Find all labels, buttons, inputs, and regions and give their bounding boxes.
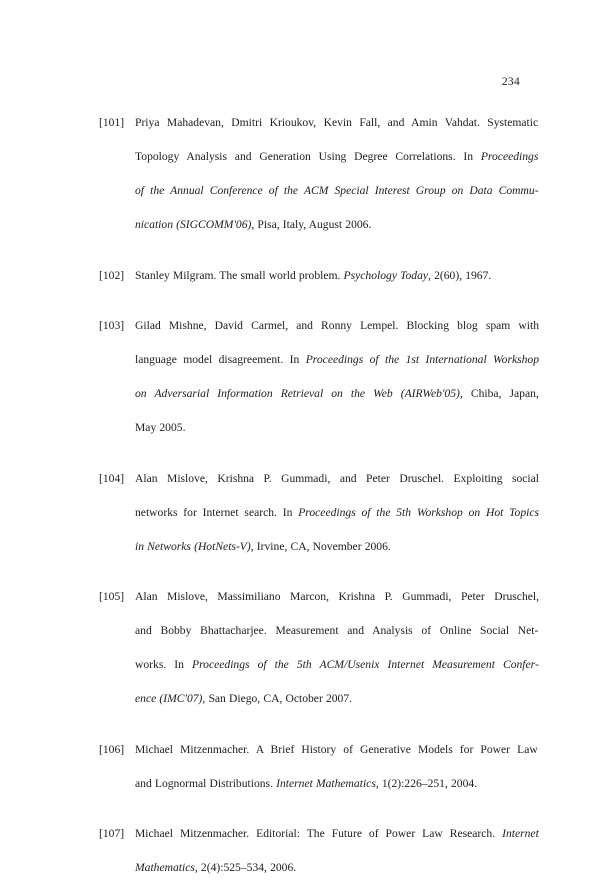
bibliography-line: Gilad Mishne, David Carmel, and Ronny Lempel. Blocking blog spam with xyxy=(135,319,540,332)
bibliography-entry xyxy=(99,309,539,445)
bibliography-line: Priya Mahadevan, Dmitri Krioukov, Kevin Fall, and Amin Vahdat. Systematic xyxy=(135,116,539,129)
bibliography-entry-label: [102] xyxy=(99,268,125,282)
bibliography-entry xyxy=(99,462,539,564)
bibliography-entry xyxy=(99,580,539,716)
bibliography-line: Topology Analysis and Generation Using Degree Correlations. In Proceedings xyxy=(135,150,539,163)
bibliography-entry-text xyxy=(135,580,539,716)
bibliography-line: and Lognormal Distributions. Internet Mathematics, 1(2):226–251, 2004. xyxy=(135,776,478,790)
bibliography-line: of the Annual Conference of the ACM Special Interest Group on Data Commu- xyxy=(135,184,539,197)
page-number: 234 xyxy=(501,76,520,88)
bibliography-line: networks for Internet search. In Proceedings of the 5th Workshop on Hot Topics xyxy=(135,505,540,519)
bibliography-entry xyxy=(99,733,539,801)
bibliography-line: May 2005. xyxy=(135,421,186,434)
bibliography-entry-text xyxy=(135,309,539,445)
bibliography-line: Stanley Milgram. The small world problem. Psychology Today, 2(60), 1967. xyxy=(135,268,492,282)
bibliography-entry-label: [107] xyxy=(99,827,125,840)
bibliography-line: Michael Mitzenmacher. Editorial: The Future of Power Law Research. Internet xyxy=(135,827,539,840)
bibliography-entry-text xyxy=(135,817,539,885)
bibliography-line: nication (SIGCOMM'06), Pisa, Italy, August 2006. xyxy=(135,218,372,231)
bibliography-entry-label: [101] xyxy=(99,116,125,129)
bibliography-line: language model disagreement. In Proceedings of the 1st International Workshop xyxy=(135,353,539,366)
bibliography-entry xyxy=(99,106,539,242)
bibliography-line: ence (IMC'07), San Diego, CA, October 2007. xyxy=(135,692,353,705)
bibliography-entry-text xyxy=(135,462,539,564)
bibliography-line: works. In Proceedings of the 5th ACM/Usenix Internet Measurement Confer- xyxy=(135,658,539,671)
bibliography-entry-label: [106] xyxy=(99,742,125,756)
bibliography-entry-text xyxy=(135,106,539,242)
bibliography-line: on Adversarial Information Retrieval on the Web (AIRWeb'05), Chiba, Japan, xyxy=(135,387,539,400)
bibliography-list xyxy=(99,106,539,885)
bibliography-entry-label: [104] xyxy=(99,471,125,485)
bibliography-entry-text xyxy=(135,259,539,293)
bibliography-entry xyxy=(99,259,539,293)
bibliography-line: Mathematics, 2(4):525–534, 2006. xyxy=(135,861,297,874)
bibliography-line: Alan Mislove, Massimiliano Marcon, Krishna P. Gummadi, Peter Druschel, xyxy=(135,590,540,603)
bibliography-entry xyxy=(99,817,539,885)
bibliography-line: in Networks (HotNets-V), Irvine, CA, November 2006. xyxy=(135,539,391,553)
bibliography-entry-label: [103] xyxy=(99,319,125,332)
bibliography-line: Michael Mitzenmacher. A Brief History of Generative Models for Power Law xyxy=(135,742,538,756)
bibliography-entry-text xyxy=(135,733,539,801)
bibliography-line: Alan Mislove, Krishna P. Gummadi, and Peter Druschel. Exploiting social xyxy=(135,471,540,485)
bibliography-line: and Bobby Bhattacharjee. Measurement and Analysis of Online Social Net- xyxy=(135,624,539,637)
bibliography-entry-label: [105] xyxy=(99,590,125,603)
